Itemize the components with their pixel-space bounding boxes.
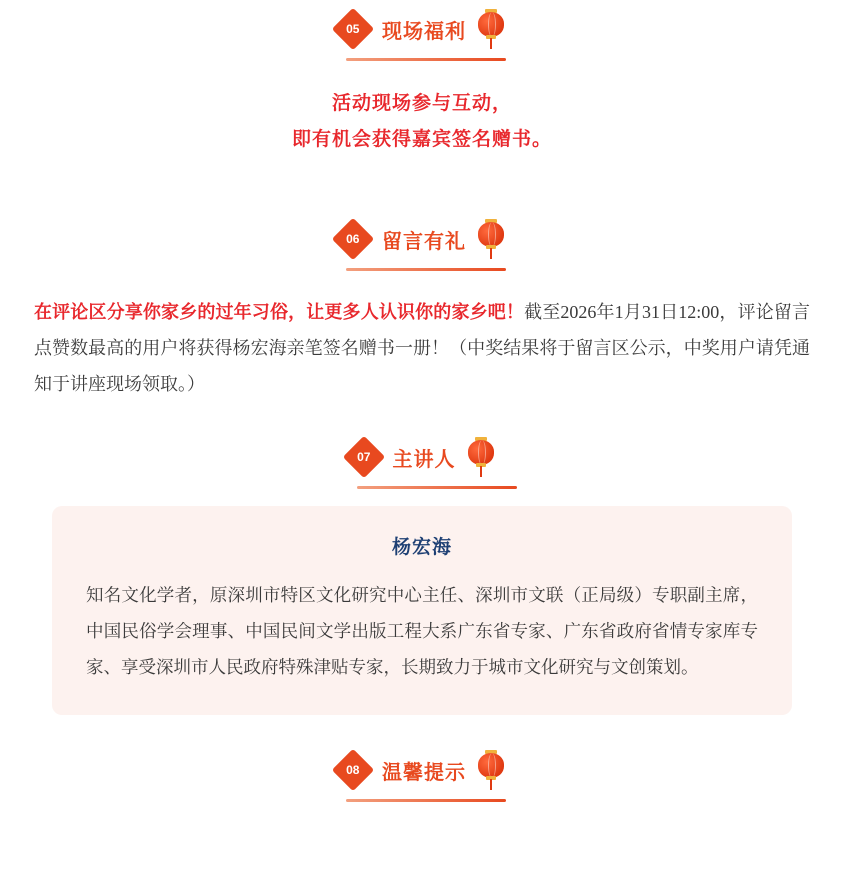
- section-number: 08: [346, 762, 360, 777]
- section-number: 07: [356, 449, 371, 464]
- speaker-name: 杨宏海: [391, 537, 452, 558]
- section-number-badge: [332, 749, 374, 791]
- section-heading-inner: [338, 7, 506, 51]
- section-heading-06: [18, 210, 826, 268]
- lantern-icon: [476, 217, 506, 261]
- section-heading-inner: [349, 435, 496, 479]
- section-underline: [357, 486, 517, 489]
- section-heading-inner: [338, 217, 506, 261]
- lantern-icon: [476, 748, 506, 792]
- section-title: 主讲人: [392, 448, 456, 471]
- speaker-card: [52, 506, 792, 715]
- benefit-text-block: [18, 86, 826, 158]
- section-number: 05: [346, 21, 360, 36]
- benefit-line-1: 活动现场参与互动，: [331, 93, 512, 114]
- section-number: 06: [346, 231, 360, 246]
- section-underline: [346, 58, 506, 61]
- message-gift-rest: 截至2026年1月31日12:00，评论留言点赞数最高的用户将获得杨宏海亲笔签名赠书一册！（中奖结果将于留言区公示，中奖用户请凭通知于讲座现场领取。）: [34, 302, 811, 394]
- benefit-line-2: 即有机会获得嘉宾签名赠书。: [291, 129, 552, 150]
- section-heading-05: [18, 0, 826, 58]
- section-heading-07: [18, 428, 826, 486]
- section-heading-inner: [338, 748, 506, 792]
- speaker-bio: 知名文化学者，原深圳市特区文化研究中心主任、深圳市文联（正局级）专职副主席，中国民俗学会理事、中国民间文学出版工程大系广东省专家、广东省政府省情专家库专家、享受深圳市人民政府特殊津贴专家，长期致力于城市文化研究与文创策划。: [86, 585, 758, 677]
- section-title: 现场福利: [382, 20, 466, 43]
- section-number-badge: [332, 218, 374, 260]
- section-heading-08: [18, 741, 826, 799]
- section-underline: [346, 799, 506, 802]
- message-gift-highlight: 在评论区分享你家乡的过年习俗，让更多人认识你的家乡吧！: [34, 302, 525, 322]
- section-number-badge: [342, 436, 384, 478]
- section-title: 温馨提示: [382, 761, 466, 784]
- section-underline: [346, 268, 506, 271]
- message-gift-paragraph: [18, 294, 826, 402]
- lantern-icon: [466, 435, 496, 479]
- section-number-badge: [332, 8, 374, 50]
- section-title: 留言有礼: [382, 230, 466, 253]
- lantern-icon: [476, 7, 506, 51]
